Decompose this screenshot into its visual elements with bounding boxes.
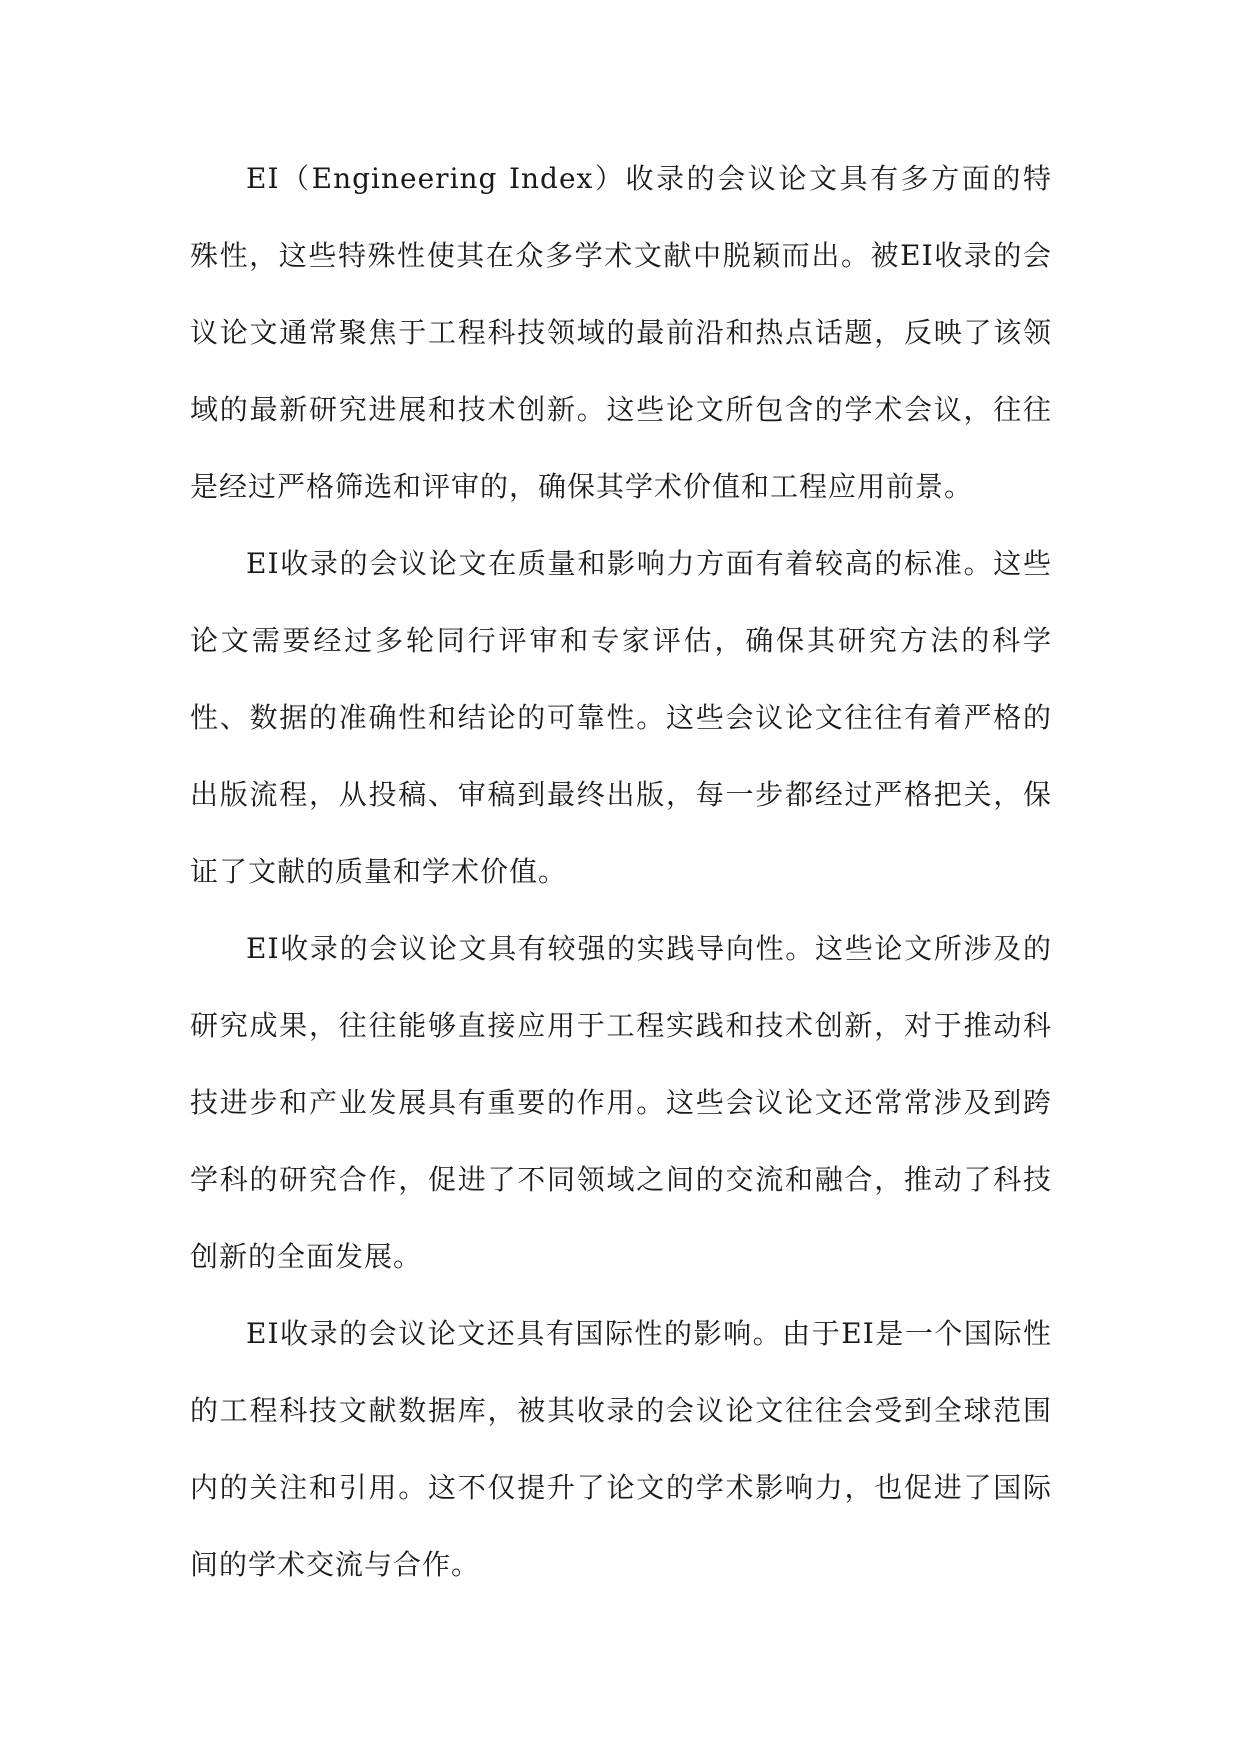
paragraph-4: EI收录的会议论文还具有国际性的影响。由于EI是一个国际性的工程科技文献数据库，被其收录的会议论文往往会受到全球范围内的关注和引用。这不仅提升了论文的学术影响力，也促进了国际间的学术交流与合作。 — [190, 1317, 1052, 1581]
paragraph-3: EI收录的会议论文具有较强的实践导向性。这些论文所涉及的研究成果，往往能够直接应用于工程实践和技术创新，对于推动科技进步和产业发展具有重要的作用。这些会议论文还常常涉及到跨学科的研究合作，促进了不同领域之间的交流和融合，推动了科技创新的全面发展。 — [190, 932, 1052, 1273]
paragraph-2: EI收录的会议论文在质量和影响力方面有着较高的标准。这些论文需要经过多轮同行评审和专家评估，确保其研究方法的科学性、数据的准确性和结论的可靠性。这些会议论文往往有着严格的出版流程，从投稿、审稿到最终出版，每一步都经过严格把关，保证了文献的质量和学术价值。 — [190, 547, 1052, 888]
paragraph-1: EI（Engineering Index）收录的会议论文具有多方面的特殊性，这些特殊性使其在众多学术文献中脱颖而出。被EI收录的会议论文通常聚焦于工程科技领域的最前沿和热点话题，反映了该领域的最新研究进展和技术创新。这些论文所包含的学术会议，往往是经过严格筛选和评审的，确保其学术价值和工程应用前景。 — [190, 162, 1052, 503]
document-body — [190, 140, 1052, 1603]
